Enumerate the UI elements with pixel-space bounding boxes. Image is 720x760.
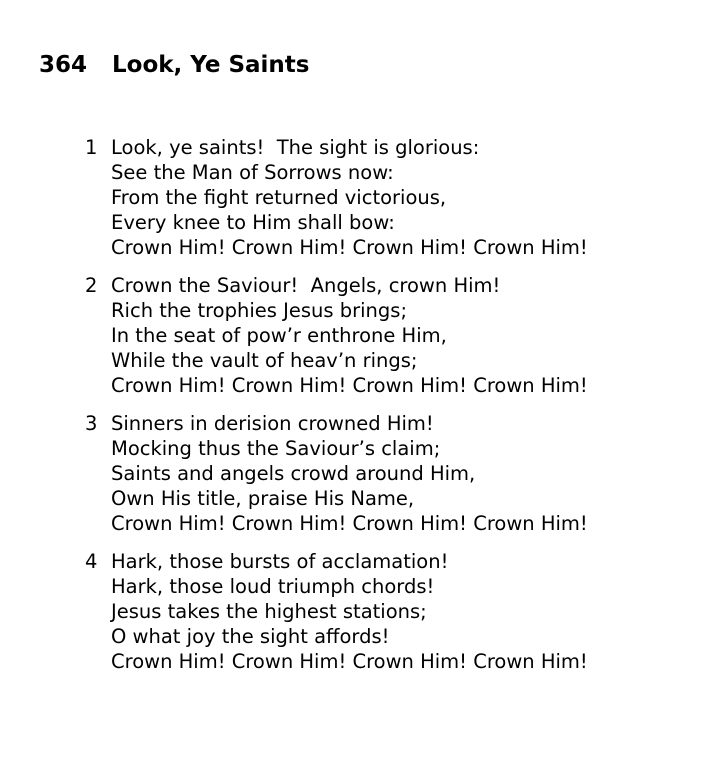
hymn-title: Look, Ye Saints [112,52,310,78]
verse-number: 1 [85,136,98,159]
verse-line: From the fight returned victorious, [111,186,447,209]
verse [85,273,705,398]
verse-number: 2 [85,274,98,297]
verse-line: Every knee to Him shall bow: [111,211,395,234]
verse-line: Mocking thus the Saviour’s claim; [111,437,441,460]
verse-number: 3 [85,412,98,435]
verse-line: Crown Him! Crown Him! Crown Him! Crown Him! [111,650,588,673]
verse-lines [111,549,705,674]
verse [85,135,705,260]
verse-line: Hark, those bursts of acclamation! [111,550,449,573]
hymn-number: 364 [39,52,88,78]
verse-line: Own His title, praise His Name, [111,487,415,510]
verse-lines [111,411,705,536]
verse-line: Rich the trophies Jesus brings; [111,299,408,322]
verse-line: O what joy the sight affords! [111,625,390,648]
verse-line: See the Man of Sorrows now: [111,161,394,184]
verse-line: Crown the Saviour! Angels, crown Him! [111,274,501,297]
verse-line: Jesus takes the highest stations; [111,600,427,623]
verse-line: Crown Him! Crown Him! Crown Him! Crown Him! [111,374,588,397]
verse-number: 4 [85,550,98,573]
verses-container [85,135,705,687]
verse-lines [111,273,705,398]
hymn-header [39,50,309,80]
verse-line: In the seat of pow’r enthrone Him, [111,324,447,347]
verse [85,411,705,536]
verse-line: While the vault of heav’n rings; [111,349,418,372]
verse-line: Saints and angels crowd around Him, [111,462,476,485]
verse-line: Sinners in derision crowned Him! [111,412,434,435]
verse [85,549,705,674]
verse-line: Crown Him! Crown Him! Crown Him! Crown Him! [111,236,588,259]
verse-line: Hark, those loud triumph chords! [111,575,435,598]
verse-line: Look, ye saints! The sight is glorious: [111,136,480,159]
verse-lines [111,135,705,260]
verse-line: Crown Him! Crown Him! Crown Him! Crown Him! [111,512,588,535]
